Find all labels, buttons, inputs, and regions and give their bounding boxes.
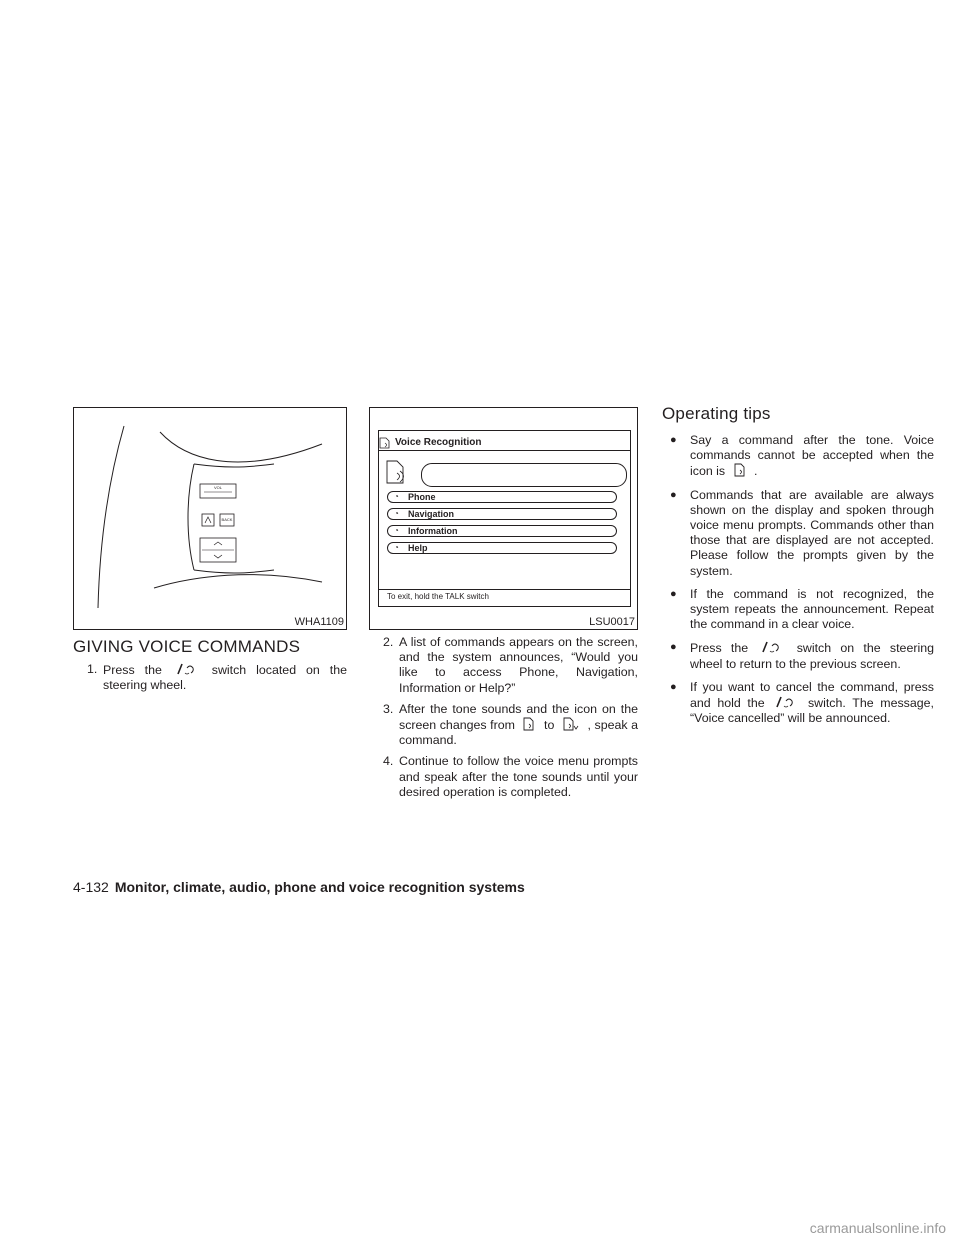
vr-menu-phone[interactable]	[387, 491, 617, 503]
vr-footer-text: To exit, hold the TALK switch	[387, 592, 489, 601]
step-text: Press the	[103, 663, 162, 677]
page-number: 4-132	[73, 879, 109, 895]
tip-3	[662, 587, 934, 633]
section-heading: GIVING VOICE COMMANDS	[73, 637, 301, 656]
vr-menu-help[interactable]	[387, 542, 617, 554]
step-text: After the tone sounds and the icon on the screen changes from	[399, 701, 638, 733]
steering-wheel-illustration	[74, 408, 346, 614]
vr-menu-navigation[interactable]	[387, 508, 617, 520]
step-3	[369, 702, 638, 749]
vr-screen	[378, 430, 631, 607]
vr-menu-label: Help	[408, 543, 428, 553]
mic-inactive-icon	[733, 463, 747, 477]
tip-4	[662, 640, 934, 671]
section-title: Monitor, climate, audio, phone and voice recognition systems	[114, 879, 525, 895]
vr-input-field	[421, 463, 627, 487]
bullet-icon: ●	[670, 434, 677, 446]
tip-text: Commands that are available are always shown on the display and spoken through voice menu prompts. Commands other than those that are displayed are not accepted. Please follow the prompts given by the system.	[690, 487, 934, 578]
bullet-icon: ●	[670, 587, 677, 600]
mic-small-icon: ◔	[394, 509, 399, 518]
tip-text: Press the	[690, 641, 749, 656]
vr-menu-label: Information	[408, 526, 458, 536]
tip-text: If the command is not recognized, the system repeats the announcement. Repeat the command in a clear voice.	[690, 586, 934, 632]
page-footer	[73, 879, 525, 895]
figure-code-left: WHA1109	[294, 616, 344, 628]
tip-text: .	[754, 464, 758, 479]
tip-text: If you want to cancel the command, press and hold the	[690, 679, 934, 711]
talk-prompt-icon	[385, 459, 407, 485]
tip-text: switch on the steering wheel to return to the previous screen.	[690, 641, 934, 671]
step-text: Continue to follow the voice menu prompts and speak after the tone sounds until your desired operation is completed.	[399, 754, 638, 799]
step-text: switch located on the steering wheel.	[103, 663, 347, 693]
step-number: 1.	[87, 662, 98, 676]
mic-inactive-icon	[522, 717, 536, 731]
tip-5	[662, 680, 934, 727]
vr-title-divider	[379, 450, 630, 451]
steering-wheel-figure	[73, 407, 347, 630]
watermark: carmanualsonline.info	[809, 1220, 946, 1236]
step-4	[369, 754, 638, 800]
talk-switch-icon	[176, 662, 198, 676]
talk-switch-icon	[775, 695, 797, 709]
back-switch-label: BACK	[221, 517, 233, 522]
vr-menu-label: Navigation	[408, 509, 455, 519]
figure-code-right: LSU0017	[589, 616, 635, 628]
step-number: 3.	[383, 701, 394, 716]
step-number: 4.	[383, 754, 394, 769]
step-text: , speak a command.	[399, 718, 639, 748]
mic-small-icon: ◔	[394, 543, 399, 552]
tip-1	[662, 433, 934, 480]
tip-2	[662, 488, 934, 579]
operating-tips-heading: Operating tips	[662, 404, 771, 423]
vr-footer-divider	[379, 589, 630, 590]
mic-inactive-icon	[379, 437, 391, 449]
mic-small-icon: ◔	[394, 492, 399, 501]
talk-switch-icon	[761, 640, 783, 654]
left-column	[73, 662, 347, 699]
voice-recognition-figure	[369, 407, 638, 630]
middle-column	[369, 635, 638, 806]
bullet-icon: ●	[670, 488, 677, 501]
vr-menu-information[interactable]	[387, 525, 617, 537]
vr-menu-label: Phone	[408, 492, 436, 502]
mic-active-icon	[562, 717, 580, 731]
step-1	[73, 662, 347, 693]
bullet-icon: ●	[670, 680, 677, 693]
bullet-icon: ●	[670, 641, 677, 654]
mic-small-icon: ◔	[394, 526, 399, 535]
step-text: to	[544, 718, 555, 733]
tip-text: switch. The message, “Voice cancelled” will be announced.	[690, 696, 934, 726]
step-2	[369, 635, 638, 696]
right-column	[662, 433, 934, 734]
step-number: 2.	[383, 635, 394, 649]
step-text: A list of commands appears on the screen, and the system announces, “Would you like to access Phone, Navigation, Information or Help?”	[399, 635, 638, 695]
vol-switch-label: VOL	[213, 485, 223, 490]
vr-screen-title: Voice Recognition	[395, 437, 482, 448]
tip-text: Say a command after the tone. Voice commands cannot be accepted when the icon is	[690, 433, 934, 479]
